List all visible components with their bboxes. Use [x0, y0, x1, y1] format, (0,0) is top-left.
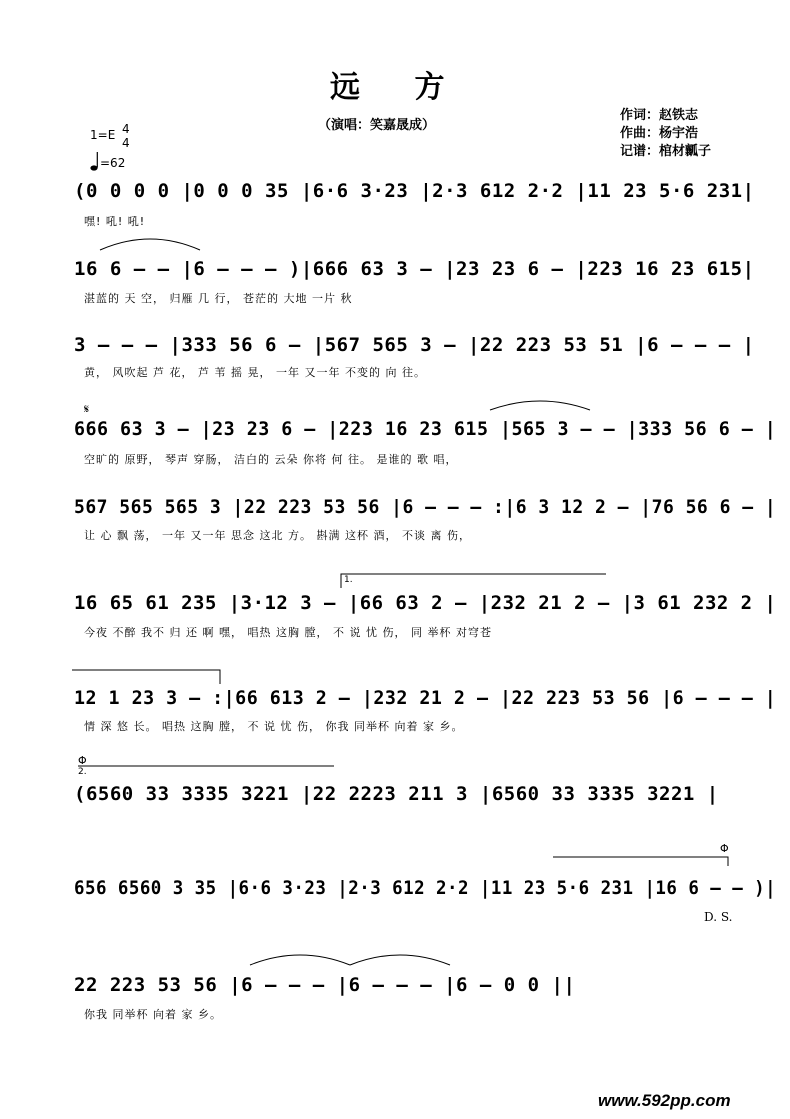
- lyricist-credit: 作词：赵铁志: [620, 108, 699, 123]
- score-line-2: 16 6 – – |6 – – – )|666 63 3 – |23 23 6 – |223 16 23 615|: [74, 258, 755, 280]
- key-signature: 1=E: [90, 128, 116, 142]
- transcriber-credit: 记谱：棺材瓤子: [620, 144, 712, 159]
- time-bottom: 4: [122, 136, 130, 150]
- lyrics-line-3: 黄， 风吹起 芦 花， 芦 苇 摇 晃， 一年 又一年 不变的 向 往。: [84, 366, 426, 379]
- score-line-7: 12 1 23 3 – :|66 613 2 – |232 21 2 – |22 223 53 56 |6 – – – |: [74, 687, 777, 709]
- lyrics-line-7: 情 深 悠 长。 唱热 这胸 膛， 不 说 忧 伤， 你我 同举杯 向着 家 乡。: [84, 720, 464, 733]
- volta-2-label: 2.: [78, 767, 87, 777]
- time-top: 4: [122, 122, 130, 136]
- lyrics-line-1: 嘿! 吼! 吼!: [84, 215, 146, 228]
- dal-segno-label: D. S.: [704, 910, 733, 924]
- volta-1-label: 1.: [344, 575, 353, 585]
- coda-sign-end: Φ: [720, 842, 729, 855]
- score-line-3: 3 – – – |333 56 6 – |567 565 3 – |22 223 53 51 |6 – – – |: [74, 334, 755, 356]
- lyrics-line-4: 空旷的 原野， 琴声 穿肠， 洁白的 云朵 你将 何 往。 是谁的 歌 唱，: [84, 453, 458, 466]
- score-line-5: 567 565 565 3 |22 223 53 56 |6 – – – :|6 3 12 2 – |76 56 6 – |: [74, 496, 777, 518]
- score-line-6: 16 65 61 235 |3·12 3 – |66 63 2 – |232 21 2 – |3 61 232 2 |: [74, 592, 777, 614]
- singer-credit: （演唱：笑嘉晟成）: [318, 118, 436, 133]
- tempo-marking: =62: [100, 156, 126, 170]
- song-title: 远 方: [330, 70, 467, 105]
- score-line-4: 666 63 3 – |23 23 6 – |223 16 23 615 |565 3 – – |333 56 6 – |: [74, 418, 777, 440]
- score-line-8: (6560 33 3335 3221 |22 2223 211 3 |6560 33 3335 3221 |: [74, 783, 719, 805]
- lyrics-line-5: 让 心 飘 荡， 一年 又一年 思念 这北 方。 斟满 这杯 酒， 不谈 离 伤，: [84, 529, 471, 542]
- lyrics-line-10: 你我 同举杯 向着 家 乡。: [84, 1008, 222, 1021]
- lyrics-line-6: 今夜 不醉 我不 归 还 啊 嘿， 唱热 这胸 膛， 不 说 忧 伤， 同 举杯 对穹苍: [84, 626, 492, 639]
- score-line-1: (0 0 0 0 |0 0 0 35 |6·6 3·23 |2·3 612 2·2 |11 23 5·6 231|: [74, 180, 755, 202]
- coda-sign: Φ: [78, 754, 87, 767]
- footer-site: www.592pp.com: [598, 1091, 731, 1110]
- segno-sign: 𝄋: [84, 402, 90, 416]
- score-line-9: 656 6560 3 35 |6·6 3·23 |2·3 612 2·2 |11 23 5·6 231 |16 6 – – )|: [74, 877, 777, 899]
- composer-credit: 作曲：杨宇浩: [620, 126, 699, 141]
- score-line-10: 22 223 53 56 |6 – – – |6 – – – |6 – 0 0 ||: [74, 974, 576, 996]
- lyrics-line-2: 湛蓝的 天 空， 归雁 几 行， 苍茫的 大地 一片 秋: [84, 292, 353, 305]
